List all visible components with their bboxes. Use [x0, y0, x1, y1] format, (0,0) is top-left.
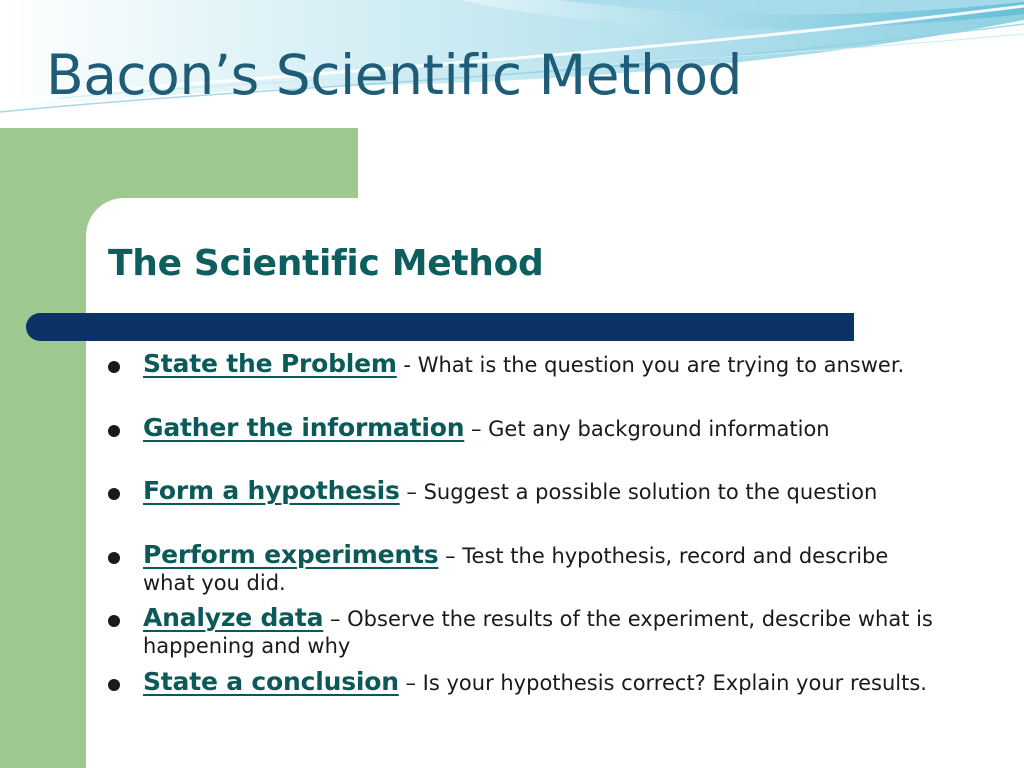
- step-description: Suggest a possible solution to the question: [423, 480, 878, 504]
- step-separator: -: [396, 353, 418, 377]
- step-separator: –: [438, 543, 463, 568]
- step-description: Observe the results of the experiment, describe what is happening and why: [143, 607, 933, 658]
- step-item: [102, 541, 942, 605]
- step-title: Form a hypothesis: [143, 476, 400, 505]
- step-item: [102, 477, 942, 541]
- step-item: [102, 414, 942, 478]
- slide-title: Bacon’s Scientific Method: [46, 43, 742, 107]
- bullet-icon: [108, 615, 120, 627]
- figure-heading: The Scientific Method: [108, 243, 544, 284]
- step-title: Perform experiments: [143, 539, 439, 569]
- step-title: State a conclusion: [143, 666, 399, 696]
- bullet-icon: [108, 679, 120, 691]
- step-description: Get any background information: [488, 416, 830, 441]
- step-separator: –: [399, 480, 424, 504]
- bullet-icon: [108, 425, 120, 437]
- step-description: Is your hypothesis correct? Explain your results.: [422, 670, 927, 695]
- step-title: Gather the information: [143, 412, 465, 442]
- step-item: [102, 604, 942, 668]
- step-description: What is the question you are trying to answer.: [417, 353, 905, 377]
- step-title: Analyze data: [143, 603, 324, 632]
- step-title: State the Problem: [143, 349, 397, 378]
- step-separator: –: [323, 607, 348, 631]
- steps-list: [102, 350, 942, 731]
- heading-divider-bar: [26, 313, 854, 341]
- step-separator: –: [464, 416, 489, 441]
- bullet-icon: [108, 488, 120, 500]
- bullet-icon: [108, 361, 120, 373]
- step-separator: –: [398, 670, 423, 695]
- step-item: [102, 668, 942, 732]
- bullet-icon: [108, 552, 120, 564]
- step-description: Test the hypothesis, record and describe what you did.: [143, 543, 889, 595]
- step-item: [102, 350, 942, 414]
